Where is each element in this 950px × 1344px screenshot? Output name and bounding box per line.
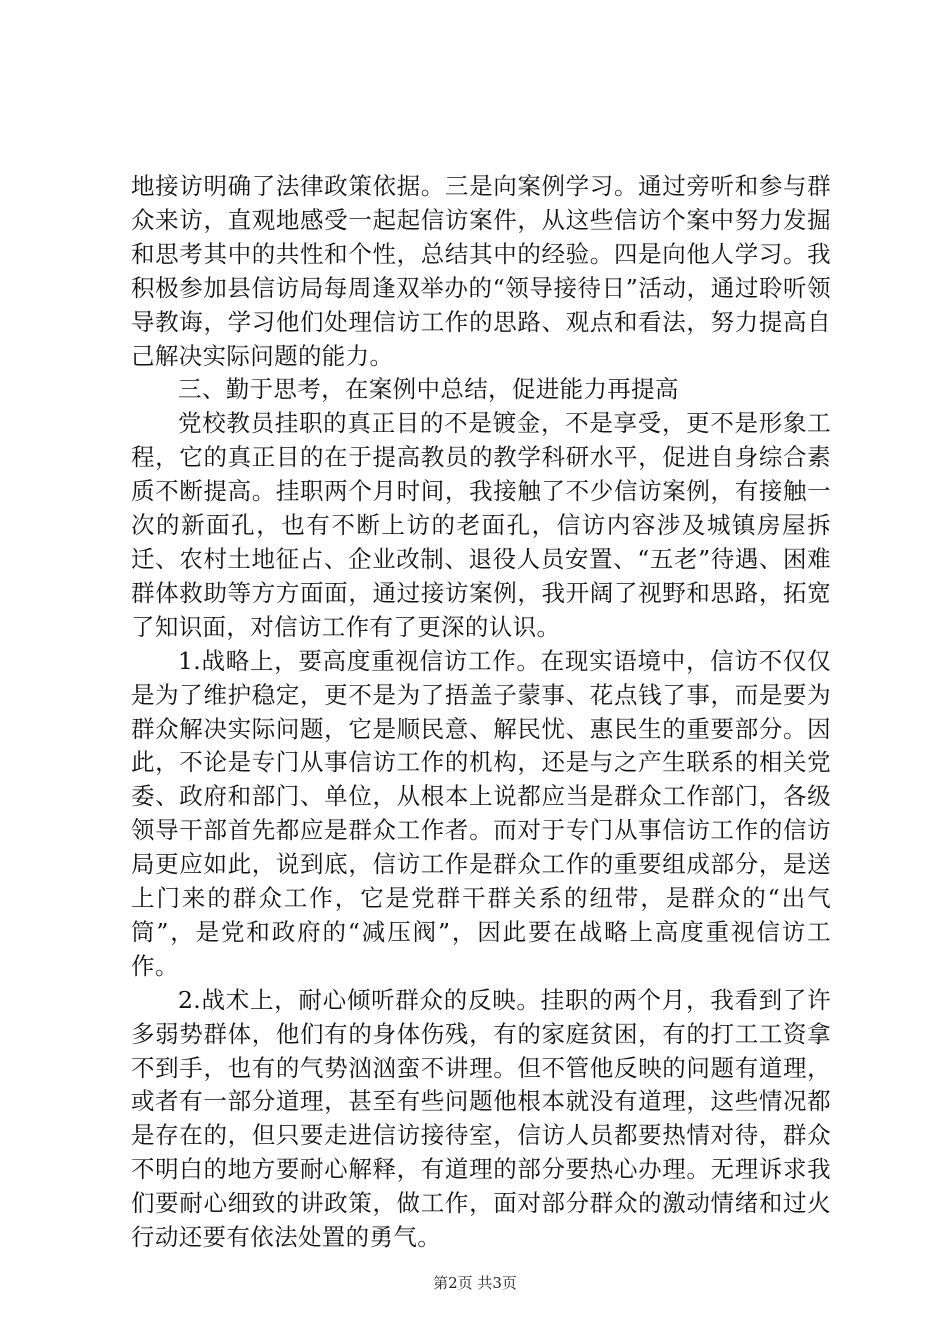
section-heading: 三、勤于思考，在案例中总结，促进能力再提高: [178, 375, 679, 404]
paragraph-point-1: 1.战略上，要高度重视信访工作。在现实语境中，信访不仅仅是为了维护稳定，更不是为了捂盖子蒙事、花点钱了事，而是要为群众解决实际问题，它是顺民意、解民忧、惠民生的重要部分。因此，不论是专门从事信访工作的机构，还是与之产生联系的相关党委、政府和部门、单位，从根本上说都应当是群众工作部门，各级领导干部首先都应是群众工作者。而对于专门从事信访工作的信访局更应如此，说到底，信访工作是群众工作的重要组成部分，是送上门来的群众工作，它是党群干群关系的纽带，是群众的“出气筒”，是党和政府的“减压阀”，因此要在战略上高度重视信访工作。: [131, 646, 831, 980]
paragraph-point-2: 2.战术上，耐心倾听群众的反映。挂职的两个月，我看到了许多弱势群体，他们有的身体伤残，有的家庭贫困，有的打工工资拿不到手，也有的气势汹汹蛮不讲理。但不管他反映的问题有道理，或者有一部分道理，甚至有些问题他根本就没有道理，这些情况都是存在的，但只要走进信访接待室，信访人员都要热情对待，群众不明白的地方要耐心解释，有道理的部分要热心办理。无理诉求我们要耐心细致的讲政策，做工作，面对部分群众的激动情绪和过火行动还要有依法处置的勇气。: [131, 985, 831, 1252]
paragraph: 党校教员挂职的真正目的不是镀金，不是享受，更不是形象工程，它的真正目的在于提高教员的教学科研水平，促进自身综合素质不断提高。挂职两个月时间，我接触了不少信访案例，有接触一次的新面孔，也有不断上访的老面孔，信访内容涉及城镇房屋拆迁、农村土地征占、企业改制、退役人员安置、“五老”待遇、困难群体救助等方方面面，通过接访案例，我开阔了视野和思路，拓宽了知识面，对信访工作有了更深的认识。: [131, 409, 831, 641]
page-footer: 第2页 共3页: [433, 1274, 517, 1292]
paragraph-continued: 地接访明确了法律政策依据。三是向案例学习。通过旁听和参与群众来访，直观地感受一起起信访案件，从这些信访个案中努力发掘和思考其中的共性和个性，总结其中的经验。四是向他人学习。我积极参加县信访局每周逢双举办的“领导接待日”活动，通过聆听领导教诲，学习他们处理信访工作的思路、观点和看法，努力提高自己解决实际问题的能力。: [131, 172, 831, 370]
document-body: [131, 170, 831, 1255]
